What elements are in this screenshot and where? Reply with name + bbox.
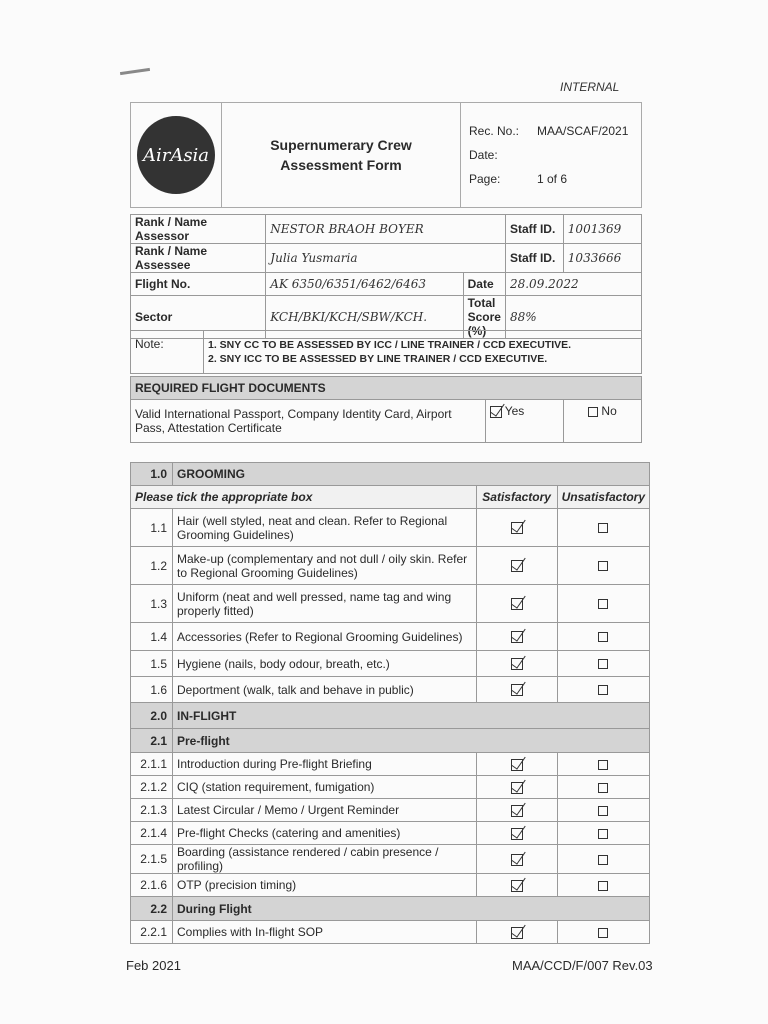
- unsatisfactory-cell[interactable]: [557, 921, 649, 944]
- satisfactory-cell[interactable]: [476, 845, 557, 874]
- unsatisfactory-cell[interactable]: [557, 677, 649, 703]
- unsatisfactory-cell[interactable]: [557, 623, 649, 651]
- unsatisfactory-cell[interactable]: [557, 799, 649, 822]
- form-header: [130, 102, 642, 208]
- score-field[interactable]: 88%: [505, 296, 641, 339]
- staff-id-label-1: Staff ID.: [505, 215, 563, 244]
- unsatisfactory-cell[interactable]: [557, 874, 649, 897]
- section-number: 2.0: [131, 703, 173, 729]
- item-text: Boarding (assistance rendered / cabin presence / profiling): [173, 845, 477, 874]
- item-text: Make-up (complementary and not dull / oily skin. Refer to Regional Grooming Guidelines): [173, 547, 477, 585]
- empty-box-icon[interactable]: [598, 829, 608, 839]
- flight-label: Flight No.: [131, 273, 266, 296]
- satisfactory-cell[interactable]: [476, 547, 557, 585]
- item-text: Hair (well styled, neat and clean. Refer to Regional Grooming Guidelines): [173, 509, 477, 547]
- footer-doc-code: MAA/CCD/F/007 Rev.03: [512, 958, 653, 973]
- rec-value: MAA/SCAF/2021: [537, 124, 629, 138]
- instruction-text: Please tick the appropriate box: [131, 486, 477, 509]
- item-text: Deportment (walk, talk and behave in public): [173, 677, 477, 703]
- logo-cell: [131, 103, 222, 208]
- item-number: 2.1.1: [131, 753, 173, 776]
- section-number: 1.0: [131, 463, 173, 486]
- checked-box-icon[interactable]: [511, 560, 523, 572]
- unsatisfactory-cell[interactable]: [557, 547, 649, 585]
- yes-label: Yes: [504, 404, 525, 418]
- checked-box-icon[interactable]: [511, 782, 523, 794]
- assessment-checklist: [130, 462, 650, 944]
- checked-box-icon[interactable]: [490, 406, 502, 418]
- empty-box-icon[interactable]: [598, 881, 608, 891]
- checked-box-icon[interactable]: [511, 927, 523, 939]
- satisfactory-cell[interactable]: [476, 677, 557, 703]
- unsatisfactory-cell[interactable]: [557, 776, 649, 799]
- unsatisfactory-cell[interactable]: [557, 822, 649, 845]
- subsection-heading: Pre-flight: [173, 729, 650, 753]
- checked-box-icon[interactable]: [511, 522, 523, 534]
- assessment-info-table: [130, 214, 642, 339]
- date-label: Date:: [469, 148, 498, 162]
- unsatisfactory-cell[interactable]: [557, 651, 649, 677]
- item-text: Introduction during Pre-flight Briefing: [173, 753, 477, 776]
- checked-box-icon[interactable]: [511, 880, 523, 892]
- item-text: Latest Circular / Memo / Urgent Reminder: [173, 799, 477, 822]
- subsection-number: 2.1: [131, 729, 173, 753]
- pen-mark: [120, 68, 150, 75]
- title-line-1: Supernumerary Crew: [270, 137, 412, 153]
- assessee-label: Rank / Name Assessee: [131, 244, 266, 273]
- unsatisfactory-cell[interactable]: [557, 753, 649, 776]
- item-text: Uniform (neat and well pressed, name tag and wing properly fitted): [173, 585, 477, 623]
- unsatisfactory-cell[interactable]: [557, 585, 649, 623]
- satisfactory-cell[interactable]: [476, 799, 557, 822]
- empty-box-icon[interactable]: [598, 783, 608, 793]
- documents-text: Valid International Passport, Company Identity Card, Airport Pass, Attestation Certificate: [131, 400, 486, 443]
- assessor-label: Rank / Name Assessor: [131, 215, 266, 244]
- sector-label: Sector: [131, 296, 266, 339]
- satisfactory-header: Satisfactory: [476, 486, 557, 509]
- title-line-2: Assessment Form: [280, 157, 402, 173]
- item-text: Hygiene (nails, body odour, breath, etc.): [173, 651, 477, 677]
- checked-box-icon[interactable]: [511, 631, 523, 643]
- subsection-number: 2.2: [131, 897, 173, 921]
- unsatisfactory-cell[interactable]: [557, 845, 649, 874]
- sector-field[interactable]: KCH/BKI/KCH/SBW/KCH.: [266, 296, 463, 339]
- staff-id-field-1[interactable]: 1001369: [563, 215, 641, 244]
- satisfactory-cell[interactable]: [476, 822, 557, 845]
- unsatisfactory-cell[interactable]: [557, 509, 649, 547]
- item-number: 2.1.2: [131, 776, 173, 799]
- documents-heading: REQUIRED FLIGHT DOCUMENTS: [131, 377, 642, 400]
- note-label: Note:: [131, 331, 204, 374]
- empty-box-icon[interactable]: [598, 855, 608, 865]
- form-title: [222, 103, 461, 208]
- empty-box-icon[interactable]: [588, 407, 598, 417]
- empty-box-icon[interactable]: [598, 928, 608, 938]
- item-text: Accessories (Refer to Regional Grooming Guidelines): [173, 623, 477, 651]
- score-label: Total Score (%): [463, 296, 505, 339]
- satisfactory-cell[interactable]: [476, 753, 557, 776]
- airasia-logo: AirAsia: [137, 116, 215, 194]
- item-number: 2.2.1: [131, 921, 173, 944]
- assessor-field[interactable]: NESTOR BRAOH BOYER: [266, 215, 506, 244]
- empty-box-icon[interactable]: [598, 523, 608, 533]
- record-info: [461, 103, 642, 208]
- satisfactory-cell[interactable]: [476, 776, 557, 799]
- no-label: No: [601, 404, 617, 418]
- flight-field[interactable]: AK 6350/6351/6462/6463: [266, 273, 463, 296]
- empty-box-icon[interactable]: [598, 685, 608, 695]
- note-content: [204, 331, 642, 374]
- note-line-2: 2. SNY ICC TO BE ASSESSED BY LINE TRAINER / CCD EXECUTIVE.: [208, 353, 548, 365]
- date-field[interactable]: 28.09.2022: [505, 273, 641, 296]
- checked-box-icon[interactable]: [511, 684, 523, 696]
- empty-box-icon[interactable]: [598, 561, 608, 571]
- empty-box-icon[interactable]: [598, 806, 608, 816]
- item-text: Pre-flight Checks (catering and amenities): [173, 822, 477, 845]
- item-number: 1.3: [131, 585, 173, 623]
- checked-box-icon[interactable]: [511, 658, 523, 670]
- satisfactory-cell[interactable]: [476, 651, 557, 677]
- checked-box-icon[interactable]: [511, 805, 523, 817]
- page-label: Page:: [469, 172, 501, 186]
- note-box: [130, 330, 642, 374]
- note-line-1: 1. SNY CC TO BE ASSESSED BY ICC / LINE TRAINER / CCD EXECUTIVE.: [208, 339, 572, 351]
- section-heading: GROOMING: [173, 463, 650, 486]
- page-value: 1 of 6: [537, 172, 568, 186]
- documents-yes[interactable]: [485, 400, 563, 443]
- empty-box-icon[interactable]: [598, 659, 608, 669]
- checked-box-icon[interactable]: [511, 854, 523, 866]
- checked-box-icon[interactable]: [511, 598, 523, 610]
- item-number: 1.6: [131, 677, 173, 703]
- checked-box-icon[interactable]: [511, 759, 523, 771]
- item-number: 2.1.3: [131, 799, 173, 822]
- satisfactory-cell[interactable]: [476, 874, 557, 897]
- item-number: 2.1.4: [131, 822, 173, 845]
- item-number: 1.1: [131, 509, 173, 547]
- documents-no[interactable]: [563, 400, 641, 443]
- empty-box-icon[interactable]: [598, 760, 608, 770]
- checked-box-icon[interactable]: [511, 828, 523, 840]
- item-text: CIQ (station requirement, fumigation): [173, 776, 477, 799]
- item-text: Complies with In-flight SOP: [173, 921, 477, 944]
- date-label-info: Date: [463, 273, 505, 296]
- satisfactory-cell[interactable]: [476, 623, 557, 651]
- subsection-heading: During Flight: [173, 897, 650, 921]
- rec-label: Rec. No.:: [469, 124, 520, 138]
- item-number: 1.5: [131, 651, 173, 677]
- required-documents-table: [130, 376, 642, 443]
- satisfactory-cell[interactable]: [476, 585, 557, 623]
- empty-box-icon[interactable]: [598, 599, 608, 609]
- section-heading: IN-FLIGHT: [173, 703, 650, 729]
- item-number: 1.4: [131, 623, 173, 651]
- satisfactory-cell[interactable]: [476, 509, 557, 547]
- item-number: 1.2: [131, 547, 173, 585]
- item-number: 2.1.5: [131, 845, 173, 874]
- unsatisfactory-header: Unsatisfactory: [557, 486, 649, 509]
- staff-id-field-2[interactable]: 1033666: [563, 244, 641, 273]
- staff-id-label-2: Staff ID.: [505, 244, 563, 273]
- classification-label: INTERNAL: [560, 80, 620, 94]
- item-text: OTP (precision timing): [173, 874, 477, 897]
- satisfactory-cell[interactable]: [476, 921, 557, 944]
- assessee-field[interactable]: Julia Yusmaria: [266, 244, 506, 273]
- empty-box-icon[interactable]: [598, 632, 608, 642]
- footer-date: Feb 2021: [126, 958, 181, 973]
- item-number: 2.1.6: [131, 874, 173, 897]
